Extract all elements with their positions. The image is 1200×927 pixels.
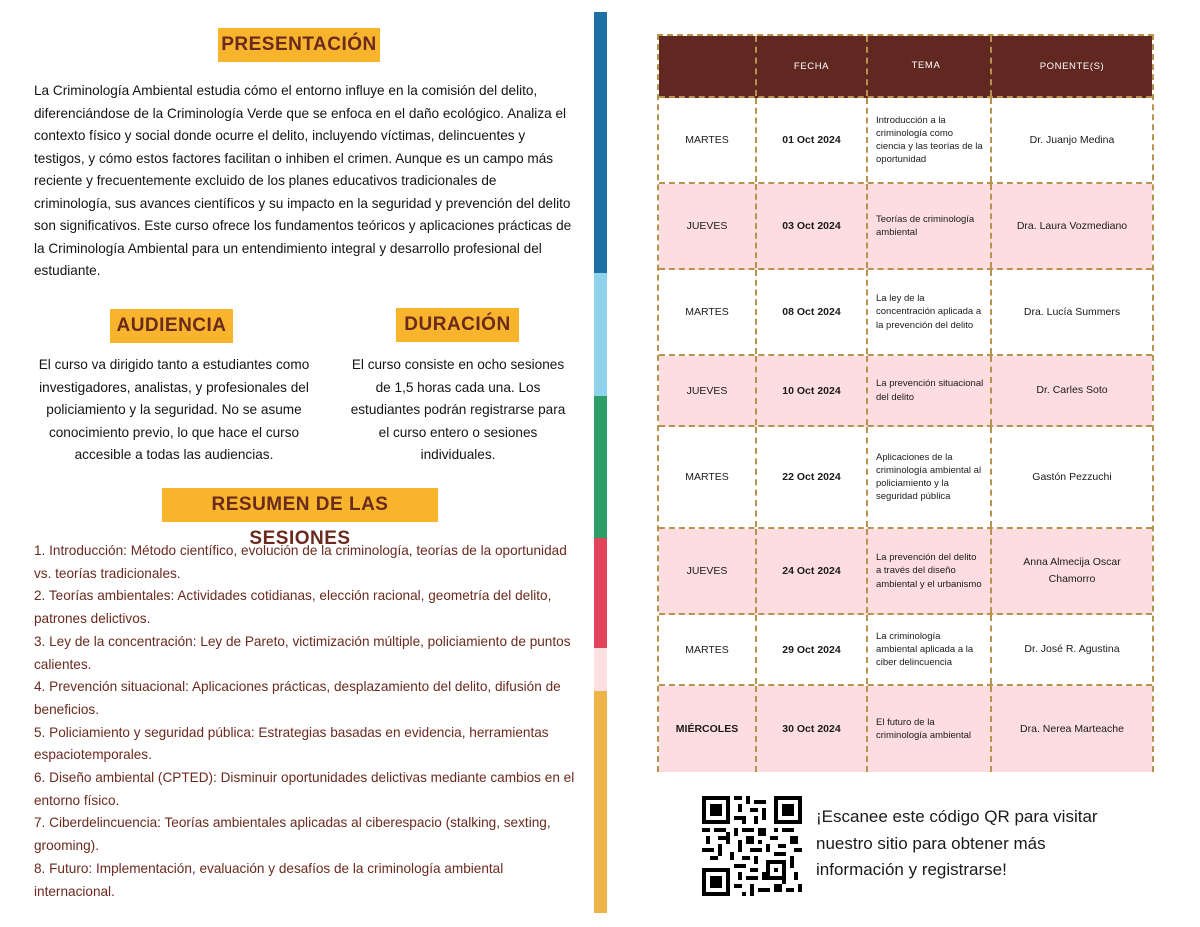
row-day: MIÉRCOLES (659, 686, 757, 772)
divider-stripe-pink (594, 648, 607, 691)
header-fecha: FECHA (757, 36, 868, 96)
row-tema: La ley de la concentración aplicada a la prevención del delito (868, 270, 992, 354)
session-item: 2. Teorías ambientales: Actividades cotidianas, elección racional, geometría del delito, patrones delictivos. (34, 588, 552, 627)
row-date: 29 Oct 2024 (757, 615, 868, 684)
row-day: JUEVES (659, 529, 757, 613)
divider-stripe-lightblue (594, 273, 607, 396)
row-date: 30 Oct 2024 (757, 686, 868, 772)
session-item: 7. Ciberdelincuencia: Teorías ambientales aplicadas al ciberespacio (stalking, sexting, grooming). (34, 815, 551, 854)
row-ponente: Dr. Carles Soto (1036, 384, 1108, 396)
session-item: 5. Policiamiento y seguridad pública: Estrategias basadas en evidencia, herramientas espaciotemporales. (34, 724, 549, 763)
table-row (659, 270, 1152, 356)
row-day: MARTES (659, 98, 757, 182)
row-day: JUEVES (659, 184, 757, 268)
header-day (659, 36, 757, 96)
presentacion-heading: PRESENTACIÓN (218, 28, 380, 62)
session-item: 6. Diseño ambiental (CPTED): Disminuir oportunidades delictivas mediante cambios en el entorno físico. (34, 770, 575, 808)
table-row (659, 184, 1152, 270)
table-row (659, 427, 1152, 529)
row-tema: La prevención situacional del delito (868, 356, 992, 425)
row-day: JUEVES (659, 356, 757, 425)
row-tema: La prevención del delito a través del diseño ambiental y el urbanismo (868, 529, 992, 613)
row-tema: El futuro de la criminología ambiental (868, 686, 992, 772)
presentacion-text: La Criminología Ambiental estudia cómo el entorno influye en la comisión del delito, diferenciándose de la Criminología Verde que se enfoca en el daño ecológico. Analiza el contexto físico y social donde ocurre el delito, incluyendo víctimas, delincuentes y testigos, y cómo estos factores facilitan o inhiben el crimen. Aunque es un campo más reciente y frecuentemente excluido de los planes educativos tradicionales de criminología, sus avances científicos y su impacto en la seguridad y prevención del delito son significativos. Este curso ofrece los fundamentos teóricos y aplicaciones prácticas de la Criminología Ambiental para un entendimiento integral y desarrollo profesional del estudiante. (34, 83, 572, 278)
row-ponente: Dra. Nerea Marteache (1020, 722, 1124, 735)
header-ponente: PONENTE(S) (1039, 60, 1105, 72)
duracion-text: El curso consiste en ocho sesiones de 1,5 horas cada una. Los estudiantes podrán registrarse para el curso entero o sesiones individuales. (350, 357, 566, 462)
divider-stripe-green (594, 396, 607, 538)
row-day: MARTES (659, 270, 757, 354)
session-item: 3. Ley de la concentración: Ley de Pareto, victimización múltiple, policiamiento de puntos calientes. (34, 633, 571, 672)
row-date: 08 Oct 2024 (757, 270, 868, 354)
table-row (659, 686, 1152, 772)
audiencia-text: El curso va dirigido tanto a estudiantes como investigadores, analistas, y profesionales del policiamiento y la seguridad. No se asume conocimiento previo, lo que hace el curso accesible a todas las audiencias. (38, 357, 310, 462)
table-header-row (659, 36, 1152, 98)
divider-stripe-red (594, 538, 607, 648)
row-tema: La criminología ambiental aplicada a la ciber delincuencia (868, 615, 992, 684)
row-date: 10 Oct 2024 (757, 356, 868, 425)
session-item: 4. Prevención situacional: Aplicaciones prácticas, desplazamiento del delito, difusión de beneficios. (34, 679, 561, 717)
row-date: 03 Oct 2024 (757, 184, 868, 268)
session-item: 1. Introducción: Método científico, evolución de la criminología, teorías de la oportunidad vs. teorías tradicionales. (34, 543, 567, 581)
row-ponente: Dr. José R. Agustina (1024, 643, 1120, 655)
duracion-heading: DURACIÓN (396, 308, 519, 342)
row-tema: Teorías de criminología ambiental (868, 184, 992, 268)
session-item: 8. Futuro: Implementación, evaluación y desafíos de la criminología ambiental internacional. (34, 860, 504, 899)
schedule-table (657, 34, 1154, 772)
row-date: 01 Oct 2024 (757, 98, 868, 182)
row-ponente: Dr. Juanjo Medina (1029, 133, 1115, 146)
qr-code-icon[interactable] (702, 796, 802, 896)
row-date: 22 Oct 2024 (757, 427, 868, 527)
row-tema: Aplicaciones de la criminología ambiental al policiamiento y la seguridad pública (868, 427, 992, 527)
audiencia-heading: AUDIENCIA (110, 309, 233, 343)
row-date: 24 Oct 2024 (757, 529, 868, 613)
resumen-heading: RESUMEN DE LAS SESIONES (162, 488, 438, 522)
table-row (659, 356, 1152, 427)
row-ponente: Gastón Pezzuchi (1032, 470, 1112, 483)
divider-stripe-blue (594, 12, 607, 273)
row-ponente: Anna Almecija Oscar Chamorro (1023, 556, 1121, 585)
table-row (659, 615, 1152, 686)
header-tema: TEMA (868, 36, 992, 96)
table-row (659, 529, 1152, 615)
row-day: MARTES (659, 615, 757, 684)
row-day: MARTES (659, 427, 757, 527)
session-list (34, 540, 579, 903)
divider-stripe-yellow (594, 691, 607, 913)
row-tema: Introducción a la criminología como ciencia y las teorías de la oportunidad (868, 98, 992, 182)
row-ponente: Dra. Laura Vozmediano (1016, 219, 1128, 232)
qr-instructions: ¡Escanee este código QR para visitar nuestro sitio para obtener más información y registrarse! (816, 807, 1098, 879)
row-ponente: Dra. Lucía Summers (1023, 305, 1121, 318)
table-row (659, 98, 1152, 184)
